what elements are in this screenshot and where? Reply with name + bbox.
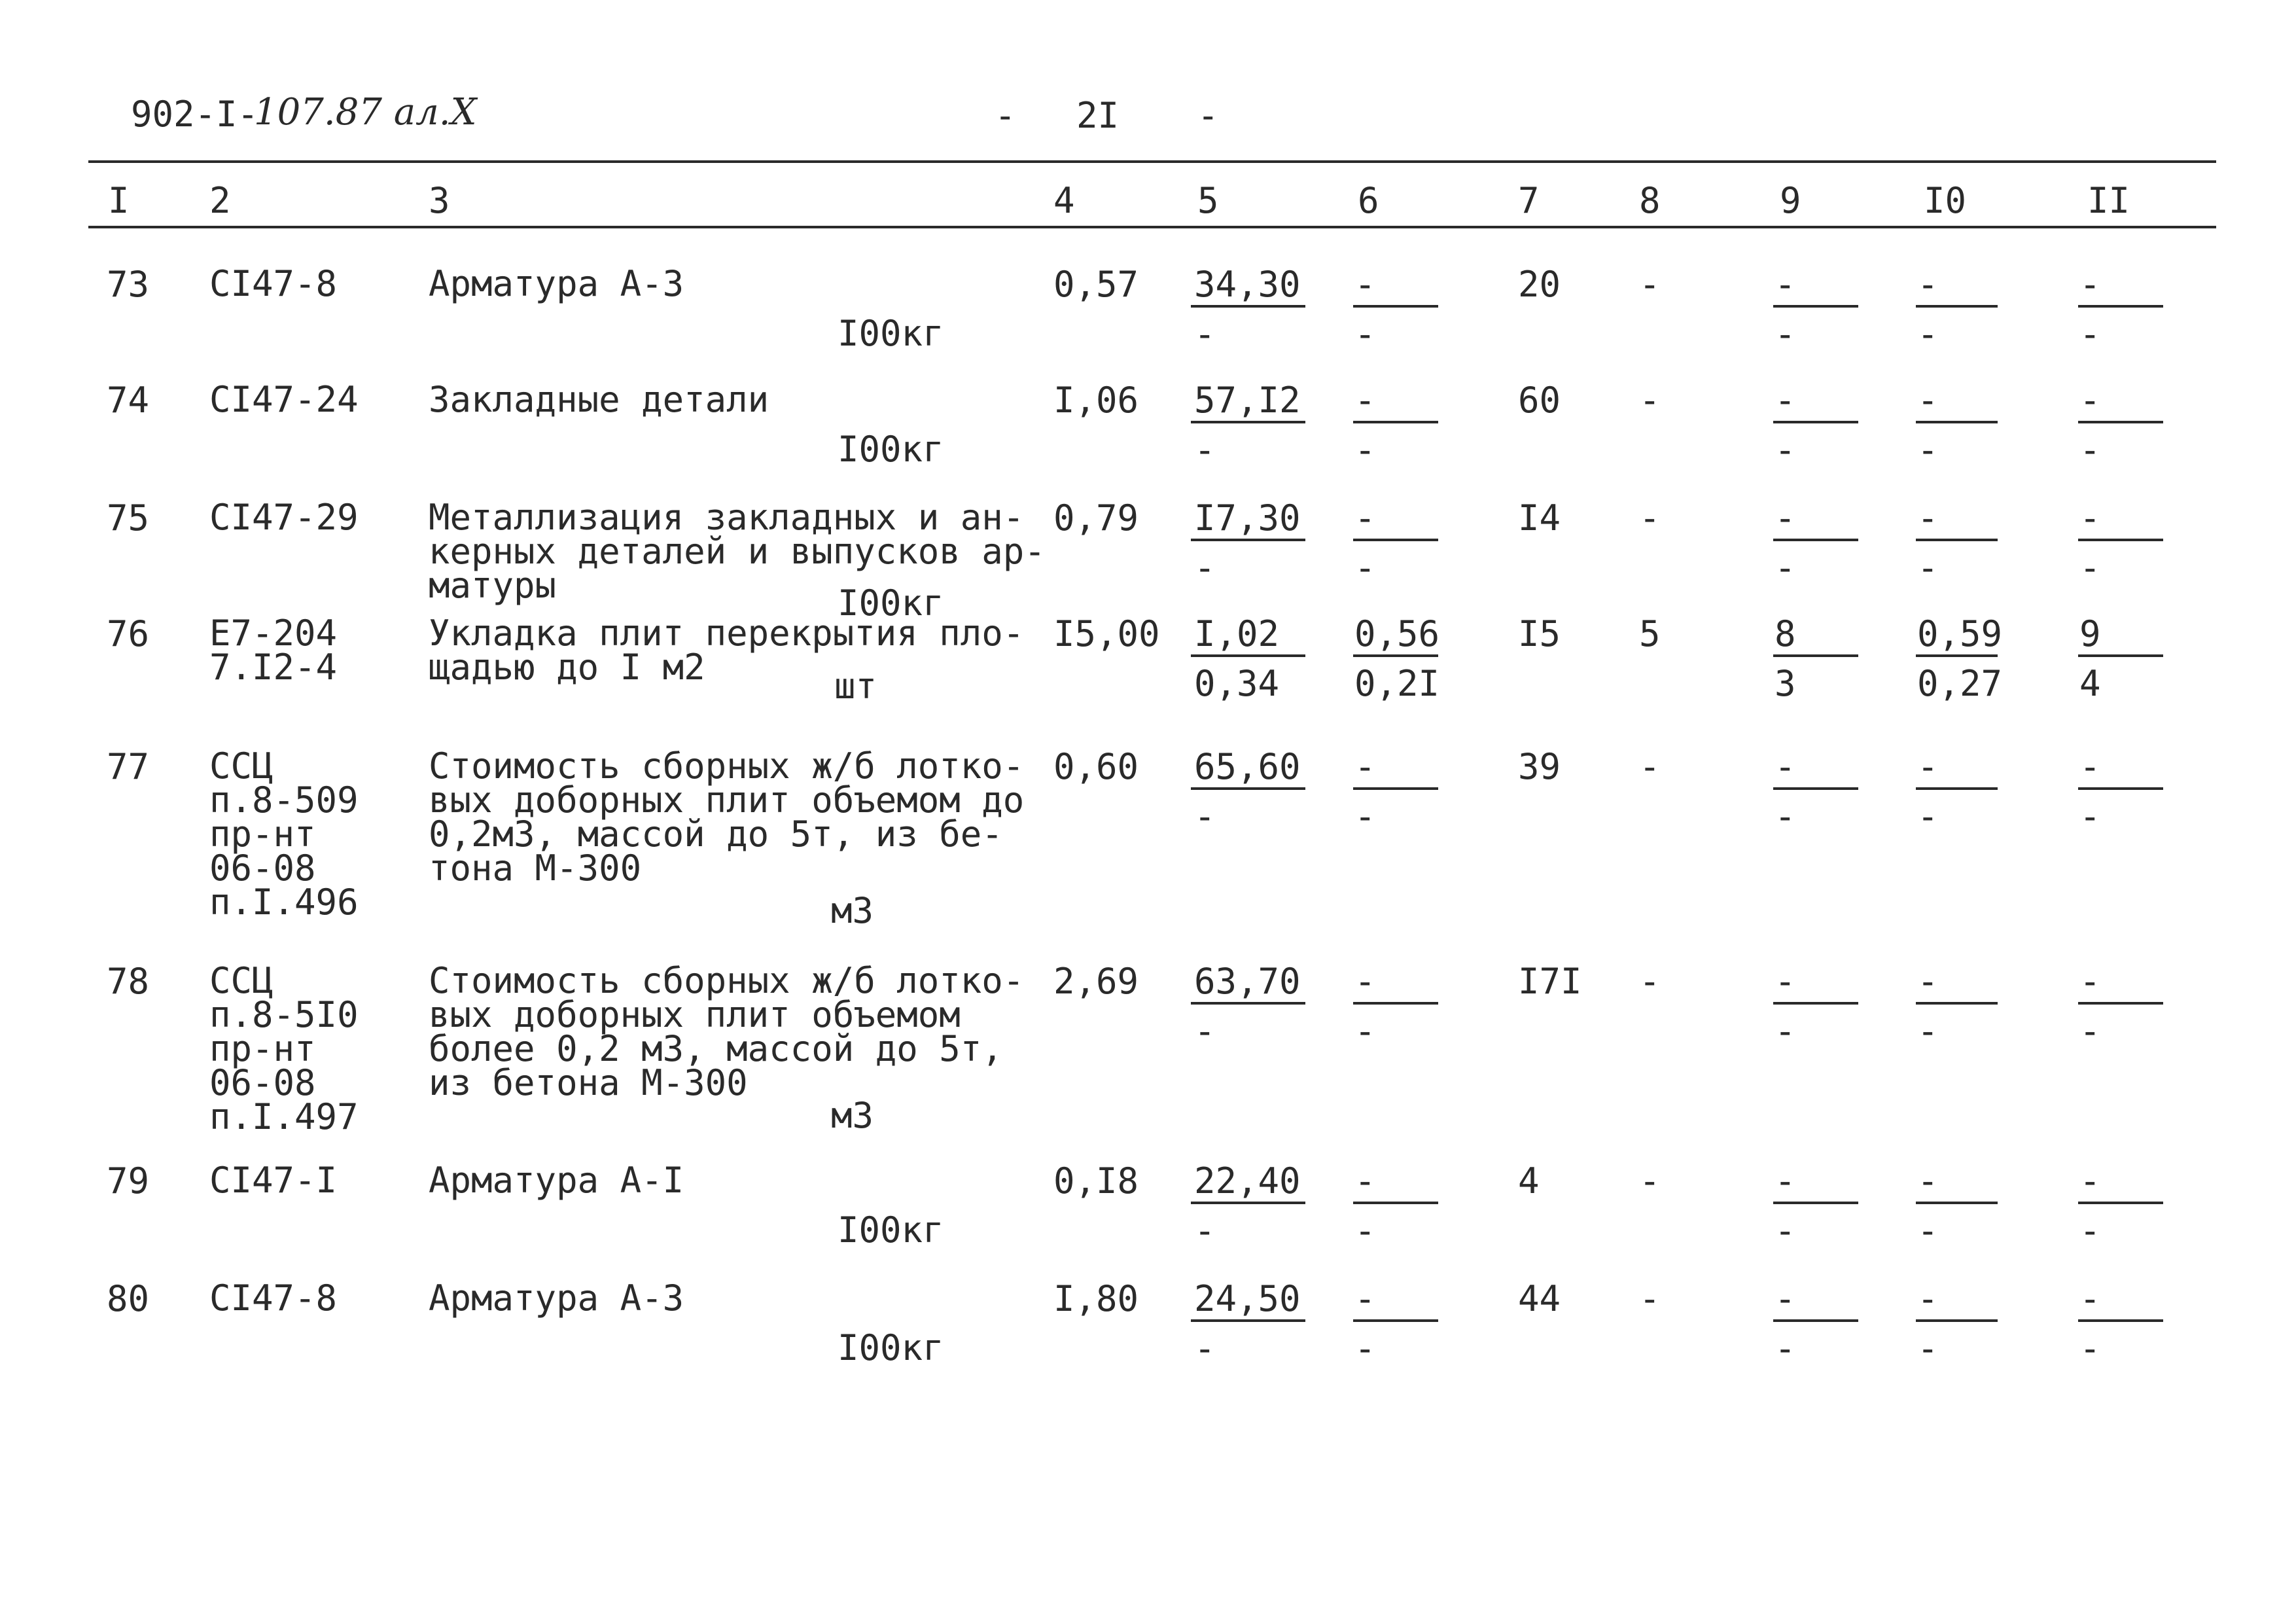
row-number: 76 xyxy=(107,613,150,654)
c9-bottom: - xyxy=(1775,429,1796,471)
fraction-line xyxy=(1773,1202,1858,1204)
unit-cost-bottom: 0,34 xyxy=(1194,663,1280,704)
c9-top: - xyxy=(1775,1160,1796,1202)
fraction-line xyxy=(1191,1002,1305,1005)
c9-bottom: 3 xyxy=(1775,663,1796,704)
col6-top: - xyxy=(1354,380,1376,421)
col7-value: 4 xyxy=(1518,1160,1540,1202)
top-rule xyxy=(88,160,2216,163)
c9-top: - xyxy=(1775,264,1796,305)
col6-top: 0,56 xyxy=(1354,613,1440,654)
fraction-line xyxy=(1916,787,1998,790)
col6-bottom: - xyxy=(1354,1328,1376,1369)
col-header-1: I xyxy=(108,180,130,221)
work-description: Закладные детали xyxy=(429,379,769,420)
c9-bottom: - xyxy=(1775,547,1796,588)
page-dash-left: - xyxy=(995,95,1016,136)
c11-top: - xyxy=(2079,264,2101,305)
col6-bottom: - xyxy=(1354,313,1376,355)
fraction-line xyxy=(1916,1002,1998,1005)
c10-bottom: - xyxy=(1917,796,1939,837)
doc-code-handwritten: 107.87 ал.X xyxy=(254,91,477,134)
quantity: 2,69 xyxy=(1053,961,1139,1002)
fraction-line xyxy=(1773,539,1858,541)
quantity: 0,I8 xyxy=(1053,1160,1139,1202)
quantity: 0,60 xyxy=(1053,746,1139,787)
work-description: Стоимость сборных ж/б лотко- вых доборных плит объемом более 0,2 м3, массой до 5т, из бетона М-300 xyxy=(429,960,1025,1103)
fraction-line xyxy=(1353,787,1438,790)
col-header-2: 2 xyxy=(209,180,231,221)
row-number: 73 xyxy=(107,264,150,305)
col-header-10: I0 xyxy=(1924,180,1967,221)
unit-cost-bottom: - xyxy=(1194,1010,1216,1052)
c11-top: - xyxy=(2079,380,2101,421)
fraction-line xyxy=(1916,1202,1998,1204)
c10-bottom: - xyxy=(1917,1328,1939,1369)
unit-of-measure: м3 xyxy=(831,890,874,931)
c9-bottom: - xyxy=(1775,1210,1796,1251)
c9-bottom: - xyxy=(1775,796,1796,837)
unit-cost-bottom: - xyxy=(1194,547,1216,588)
col6-top: - xyxy=(1354,497,1376,539)
col7-value: I4 xyxy=(1518,497,1561,539)
c11-bottom: - xyxy=(2079,547,2101,588)
fraction-line xyxy=(1353,421,1438,423)
col6-top: - xyxy=(1354,1160,1376,1202)
col6-bottom: - xyxy=(1354,1210,1376,1251)
c10-bottom: - xyxy=(1917,313,1939,355)
c11-top: - xyxy=(2079,497,2101,539)
c11-bottom: - xyxy=(2079,429,2101,471)
work-description: Арматура А-3 xyxy=(429,263,684,304)
quantity: I,80 xyxy=(1053,1278,1139,1319)
unit-of-measure: I00кг xyxy=(838,313,944,354)
fraction-line xyxy=(2078,654,2163,657)
c11-top: - xyxy=(2079,1160,2101,1202)
c11-bottom: - xyxy=(2079,796,2101,837)
cost-code: CI47-8 xyxy=(209,1277,338,1319)
unit-cost-bottom: - xyxy=(1194,796,1216,837)
work-description: Арматура А-I xyxy=(429,1160,684,1201)
fraction-line xyxy=(1773,654,1858,657)
col6-bottom: 0,2I xyxy=(1354,663,1440,704)
cost-code: ССЦ п.8-509 пр-нт 06-08 п.I.496 xyxy=(209,745,359,923)
fraction-line xyxy=(2078,787,2163,790)
unit-cost-top: 65,60 xyxy=(1194,746,1301,787)
c11-bottom: - xyxy=(2079,1010,2101,1052)
c10-top: - xyxy=(1917,380,1939,421)
col7-value: I5 xyxy=(1518,613,1561,654)
fraction-line xyxy=(1916,1319,1998,1322)
col-header-9: 9 xyxy=(1780,180,1801,221)
c11-bottom: - xyxy=(2079,1210,2101,1251)
c10-top: - xyxy=(1917,497,1939,539)
page-dash-right: - xyxy=(1197,95,1219,136)
fraction-line xyxy=(1191,1202,1305,1204)
cost-code: CI47-I xyxy=(209,1160,338,1201)
col7-value: 39 xyxy=(1518,746,1561,787)
header-rule xyxy=(88,226,2216,228)
col8-value: - xyxy=(1639,264,1661,305)
fraction-line xyxy=(1191,787,1305,790)
col6-top: - xyxy=(1354,746,1376,787)
fraction-line xyxy=(1773,1002,1858,1005)
unit-cost-top: 57,I2 xyxy=(1194,380,1301,421)
fraction-line xyxy=(1191,421,1305,423)
cost-code: ССЦ п.8-5I0 пр-нт 06-08 п.I.497 xyxy=(209,960,359,1137)
col8-value: - xyxy=(1639,961,1661,1002)
cost-code: CI47-8 xyxy=(209,263,338,304)
c9-bottom: - xyxy=(1775,313,1796,355)
col-header-6: 6 xyxy=(1358,180,1379,221)
fraction-line xyxy=(2078,305,2163,308)
cost-code: CI47-24 xyxy=(209,379,359,420)
col6-bottom: - xyxy=(1354,547,1376,588)
col8-value: - xyxy=(1639,1160,1661,1202)
unit-cost-top: 24,50 xyxy=(1194,1278,1301,1319)
unit-cost-top: 63,70 xyxy=(1194,961,1301,1002)
col7-value: 60 xyxy=(1518,380,1561,421)
col8-value: - xyxy=(1639,497,1661,539)
col7-value: 44 xyxy=(1518,1278,1561,1319)
fraction-line xyxy=(1916,654,1998,657)
col6-bottom: - xyxy=(1354,429,1376,471)
c9-top: - xyxy=(1775,380,1796,421)
c10-bottom: - xyxy=(1917,547,1939,588)
fraction-line xyxy=(2078,1319,2163,1322)
c10-bottom: - xyxy=(1917,1210,1939,1251)
col-header-11: II xyxy=(2087,180,2130,221)
fraction-line xyxy=(1916,421,1998,423)
fraction-line xyxy=(1191,539,1305,541)
c9-top: - xyxy=(1775,961,1796,1002)
quantity: 0,57 xyxy=(1053,264,1139,305)
fraction-line xyxy=(2078,1002,2163,1005)
fraction-line xyxy=(1773,787,1858,790)
col6-top: - xyxy=(1354,961,1376,1002)
row-number: 77 xyxy=(107,746,150,787)
col8-value: - xyxy=(1639,1278,1661,1319)
row-number: 80 xyxy=(107,1278,150,1319)
c10-top: - xyxy=(1917,1160,1939,1202)
fraction-line xyxy=(1773,305,1858,308)
col-header-8: 8 xyxy=(1639,180,1661,221)
c10-bottom: - xyxy=(1917,429,1939,471)
c10-top: - xyxy=(1917,746,1939,787)
c11-top: - xyxy=(2079,1278,2101,1319)
c11-bottom: - xyxy=(2079,1328,2101,1369)
fraction-line xyxy=(2078,421,2163,423)
fraction-line xyxy=(1916,539,1998,541)
c9-top: - xyxy=(1775,497,1796,539)
col6-bottom: - xyxy=(1354,1010,1376,1052)
unit-cost-top: I,02 xyxy=(1194,613,1280,654)
fraction-line xyxy=(1353,654,1438,657)
col-header-7: 7 xyxy=(1518,180,1540,221)
quantity: I5,00 xyxy=(1053,613,1160,654)
fraction-line xyxy=(1773,421,1858,423)
row-number: 79 xyxy=(107,1160,150,1202)
col7-value: I7I xyxy=(1518,961,1582,1002)
fraction-line xyxy=(1353,1202,1438,1204)
fraction-line xyxy=(1353,305,1438,308)
cost-code: E7-204 7.I2-4 xyxy=(209,613,338,688)
work-description: Арматура А-3 xyxy=(429,1277,684,1319)
c10-top: 0,59 xyxy=(1917,613,2003,654)
c9-top: - xyxy=(1775,1278,1796,1319)
c9-top: - xyxy=(1775,746,1796,787)
c9-bottom: - xyxy=(1775,1010,1796,1052)
doc-code: 902-I- xyxy=(131,94,259,135)
unit-cost-bottom: - xyxy=(1194,1328,1216,1369)
c11-top: - xyxy=(2079,961,2101,1002)
col-header-3: 3 xyxy=(429,180,450,221)
fraction-line xyxy=(1353,539,1438,541)
c10-top: - xyxy=(1917,264,1939,305)
fraction-line xyxy=(1353,1002,1438,1005)
work-description: Стоимость сборных ж/б лотко- вых доборных плит объемом до 0,2м3, массой до 5т, из бе- тона М-300 xyxy=(429,745,1025,889)
c9-bottom: - xyxy=(1775,1328,1796,1369)
col6-top: - xyxy=(1354,264,1376,305)
unit-of-measure: I00кг xyxy=(838,1209,944,1251)
col8-value: 5 xyxy=(1639,613,1661,654)
row-number: 74 xyxy=(107,380,150,421)
c10-top: - xyxy=(1917,1278,1939,1319)
c10-top: - xyxy=(1917,961,1939,1002)
work-description: Металлизация закладных и ан- керных деталей и выпусков ар- матуры xyxy=(429,497,1046,606)
row-number: 75 xyxy=(107,497,150,539)
col7-value: 20 xyxy=(1518,264,1561,305)
col-header-4: 4 xyxy=(1053,180,1075,221)
col8-value: - xyxy=(1639,746,1661,787)
row-number: 78 xyxy=(107,961,150,1002)
col-header-5: 5 xyxy=(1197,180,1219,221)
c11-bottom: 4 xyxy=(2079,663,2101,704)
c11-bottom: - xyxy=(2079,313,2101,355)
work-description: Укладка плит перекрытия пло- щадью до I м2 xyxy=(429,613,1025,688)
unit-of-measure: I00кг xyxy=(838,582,944,624)
quantity: I,06 xyxy=(1053,380,1139,421)
unit-cost-top: 34,30 xyxy=(1194,264,1301,305)
c10-bottom: - xyxy=(1917,1010,1939,1052)
fraction-line xyxy=(1773,1319,1858,1322)
col8-value: - xyxy=(1639,380,1661,421)
fraction-line xyxy=(1353,1319,1438,1322)
col6-bottom: - xyxy=(1354,796,1376,837)
fraction-line xyxy=(2078,1202,2163,1204)
unit-cost-top: 22,40 xyxy=(1194,1160,1301,1202)
unit-of-measure: I00кг xyxy=(838,429,944,470)
fraction-line xyxy=(2078,539,2163,541)
page-number: 2I xyxy=(1076,95,1120,136)
unit-cost-top: I7,30 xyxy=(1194,497,1301,539)
fraction-line xyxy=(1191,1319,1305,1322)
cost-code: CI47-29 xyxy=(209,497,359,538)
unit-cost-bottom: - xyxy=(1194,429,1216,471)
fraction-line xyxy=(1191,654,1305,657)
unit-of-measure: I00кг xyxy=(838,1327,944,1368)
unit-cost-bottom: - xyxy=(1194,313,1216,355)
c11-top: 9 xyxy=(2079,613,2101,654)
fraction-line xyxy=(1191,305,1305,308)
quantity: 0,79 xyxy=(1053,497,1139,539)
c9-top: 8 xyxy=(1775,613,1796,654)
unit-of-measure: м3 xyxy=(831,1095,874,1136)
unit-of-measure: шт xyxy=(834,666,877,707)
c10-bottom: 0,27 xyxy=(1917,663,2003,704)
unit-cost-bottom: - xyxy=(1194,1210,1216,1251)
col6-top: - xyxy=(1354,1278,1376,1319)
c11-top: - xyxy=(2079,746,2101,787)
fraction-line xyxy=(1916,305,1998,308)
